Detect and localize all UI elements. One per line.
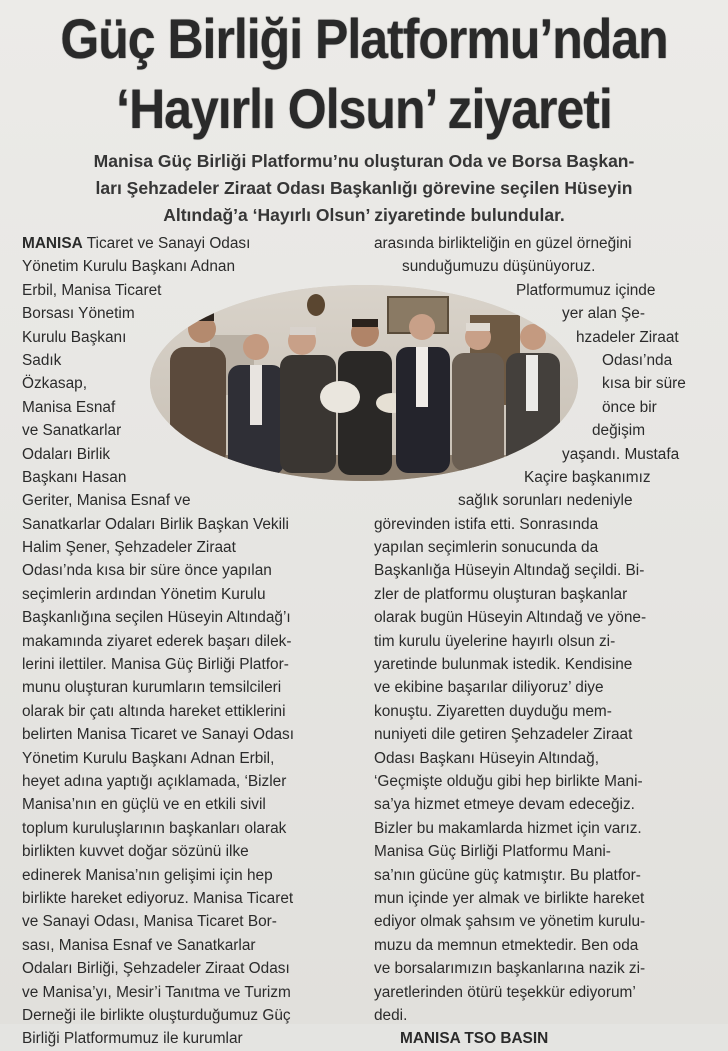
body-column-right bbox=[366, 232, 714, 1051]
dateline: MANISA bbox=[22, 235, 83, 252]
body-line: muzu da memnun etmektedir. Ben oda bbox=[374, 936, 639, 954]
body-line: lerini ilettiler. Manisa Güç Birliği Platfor- bbox=[22, 656, 289, 674]
lead-line: Altındağ’a ‘Hayırlı Olsun’ ziyaretinde bulundular. bbox=[163, 205, 565, 225]
body-line: Özkasap, bbox=[22, 375, 88, 393]
body-line: Birliği Platformumuz ile kurumlar bbox=[22, 1030, 243, 1048]
body-line: birlikten kuvvet doğar sözünü ilke bbox=[22, 843, 249, 861]
body-line: Kurulu Başkanı bbox=[22, 328, 127, 346]
body-line: ve borsalarımızın başkanlarına nazik zi- bbox=[374, 960, 646, 978]
body-line: makamında ziyaret ederek başarı dilek- bbox=[22, 632, 292, 650]
body-line: yaretlerinden ötürü teşekkür ediyorum’ bbox=[374, 983, 636, 1001]
body-line: Odası Başkanı Hüseyin Altındağ, bbox=[374, 749, 600, 767]
headline-line-2: ‘Hayırlı Olsun’ ziyareti bbox=[116, 77, 612, 141]
body-line: Manisa’nın en güçlü ve en etkili sivil bbox=[22, 796, 266, 814]
body-line: Odaları Birliği, Şehzadeler Ziraat Odası bbox=[22, 960, 290, 978]
body-line: munu oluşturan kurumların temsilcileri bbox=[22, 679, 282, 697]
body-line: mun içinde yer almak ve birlikte hareket bbox=[374, 889, 645, 907]
body-line: konuştu. Ziyaretten duyduğu mem- bbox=[374, 702, 612, 720]
body-line: olarak bir çatı altında hareket ettiklerini bbox=[22, 702, 286, 720]
body-line: olarak bugün Hüseyin Altındağ ve yöne- bbox=[374, 609, 647, 627]
lead-line: Manisa Güç Birliği Platformu’nu oluşturan Oda ve Borsa Başkan- bbox=[93, 151, 635, 171]
body-line: toplum kuruluşlarının başkanları olarak bbox=[22, 819, 287, 837]
body-line: belirten Manisa Ticaret ve Sanayi Odası bbox=[22, 726, 295, 744]
body-line: Kaçire başkanımız bbox=[524, 468, 651, 486]
body-line: Manisa Güç Birliği Platformu Mani- bbox=[374, 843, 611, 861]
body-line: sa’nın gücüne güç katmıştır. Bu platfor- bbox=[374, 866, 641, 884]
body-line: yapılan seçimlerin sonucunda da bbox=[374, 539, 599, 557]
body-line: değişim bbox=[592, 422, 646, 440]
body-line: ve Sanatkarlar bbox=[22, 422, 122, 440]
byline: MANISA TSO BASIN bbox=[400, 1030, 549, 1048]
body-line: heyet adına yaptığı açıklamada, ‘Bizler bbox=[22, 772, 287, 790]
body-line: yaşandı. Mustafa bbox=[562, 445, 680, 463]
body-line: Halim Şener, Şehzadeler Ziraat bbox=[22, 539, 236, 557]
body-column-left bbox=[22, 232, 362, 1051]
body-line: Erbil, Manisa Ticaret bbox=[22, 281, 162, 299]
body-line: Başkanlığa Hüseyin Altındağ seçildi. Bi- bbox=[374, 562, 645, 580]
body-line: Odaları Birlik bbox=[22, 445, 111, 463]
body-line: Yönetim Kurulu Başkanı Adnan bbox=[22, 258, 236, 276]
body-line: ‘Geçmişte olduğu gibi hep birlikte Mani- bbox=[374, 772, 643, 790]
body-line: ediyor olmak şahsım ve yönetim kurulu- bbox=[374, 913, 646, 931]
body-line: MANISA Ticaret ve Sanayi Odası bbox=[22, 235, 251, 252]
headline-line-1: Güç Birliği Platformu’ndan bbox=[60, 7, 668, 71]
body-line: hzadeler Ziraat bbox=[576, 328, 679, 346]
body-line: kısa bir süre bbox=[602, 375, 686, 393]
body-line: Geriter, Manisa Esnaf ve bbox=[22, 492, 191, 510]
body-line: Borsası Yönetim bbox=[22, 305, 135, 323]
body-line: Odası’nda kısa bir süre önce yapılan bbox=[22, 562, 272, 580]
body-line: arasında birlikteliğin en güzel örneğini bbox=[374, 235, 632, 252]
lead-line: ları Şehzadeler Ziraat Odası Başkanlığı görevine seçilen Hüseyin bbox=[95, 178, 633, 198]
body-line: önce bir bbox=[602, 398, 657, 416]
body-line: yaretinde bulunmak istedik. Kendisine bbox=[374, 656, 633, 674]
body-line: Yönetim Kurulu Başkanı Adnan Erbil, bbox=[22, 749, 275, 767]
body-line: tim kurulu üyelerine hayırlı olsun zi- bbox=[374, 632, 616, 650]
body-line: sası, Manisa Esnaf ve Sanatkarlar bbox=[22, 936, 256, 954]
body-line: Derneği ile birlikte oluşturduğumuz Güç bbox=[22, 1006, 291, 1024]
body-line: Sanatkarlar Odaları Birlik Başkan Vekili bbox=[22, 515, 289, 533]
body-line: sunduğumuzu düşünüyoruz. bbox=[402, 258, 596, 276]
body-line: Odası’nda bbox=[602, 351, 673, 369]
body-line: ve ekibine başarılar diliyoruz’ diye bbox=[374, 679, 604, 697]
body-line: Sadık bbox=[22, 351, 62, 369]
body-line: sağlık sorunları nedeniyle bbox=[458, 492, 633, 510]
body-line: zler de platformu oluşturan başkanlar bbox=[374, 585, 628, 603]
body-line: edinerek Manisa’nın gelişimi için hep bbox=[22, 866, 273, 884]
body-line: dedi. bbox=[374, 1006, 408, 1024]
body-line: sa’ya hizmet etmeye devam edeceğiz. bbox=[374, 796, 635, 814]
body-line: Bizler bu makamlarda hizmet için varız. bbox=[374, 819, 642, 837]
body-line: Başkanı Hasan bbox=[22, 468, 127, 486]
body-line: nuniyeti dile getiren Şehzadeler Ziraat bbox=[374, 726, 633, 744]
body-line: Platformumuz içinde bbox=[516, 281, 656, 299]
body-line: ve Manisa’yı, Mesir’i Tanıtma ve Turizm bbox=[22, 983, 291, 1001]
body-line: Başkanlığına seçilen Hüseyin Altındağ’ı bbox=[22, 609, 291, 627]
lead-paragraph bbox=[28, 148, 700, 229]
body-line: görevinden istifa etti. Sonrasında bbox=[374, 515, 599, 533]
body-line: yer alan Şe- bbox=[562, 305, 645, 323]
body-line: birlikte hareket ediyoruz. Manisa Ticaret bbox=[22, 889, 294, 907]
body-line: seçimlerin ardından Yönetim Kurulu bbox=[22, 585, 266, 603]
body-line: Manisa Esnaf bbox=[22, 398, 116, 416]
body-line: ve Sanayi Odası, Manisa Ticaret Bor- bbox=[22, 913, 277, 931]
